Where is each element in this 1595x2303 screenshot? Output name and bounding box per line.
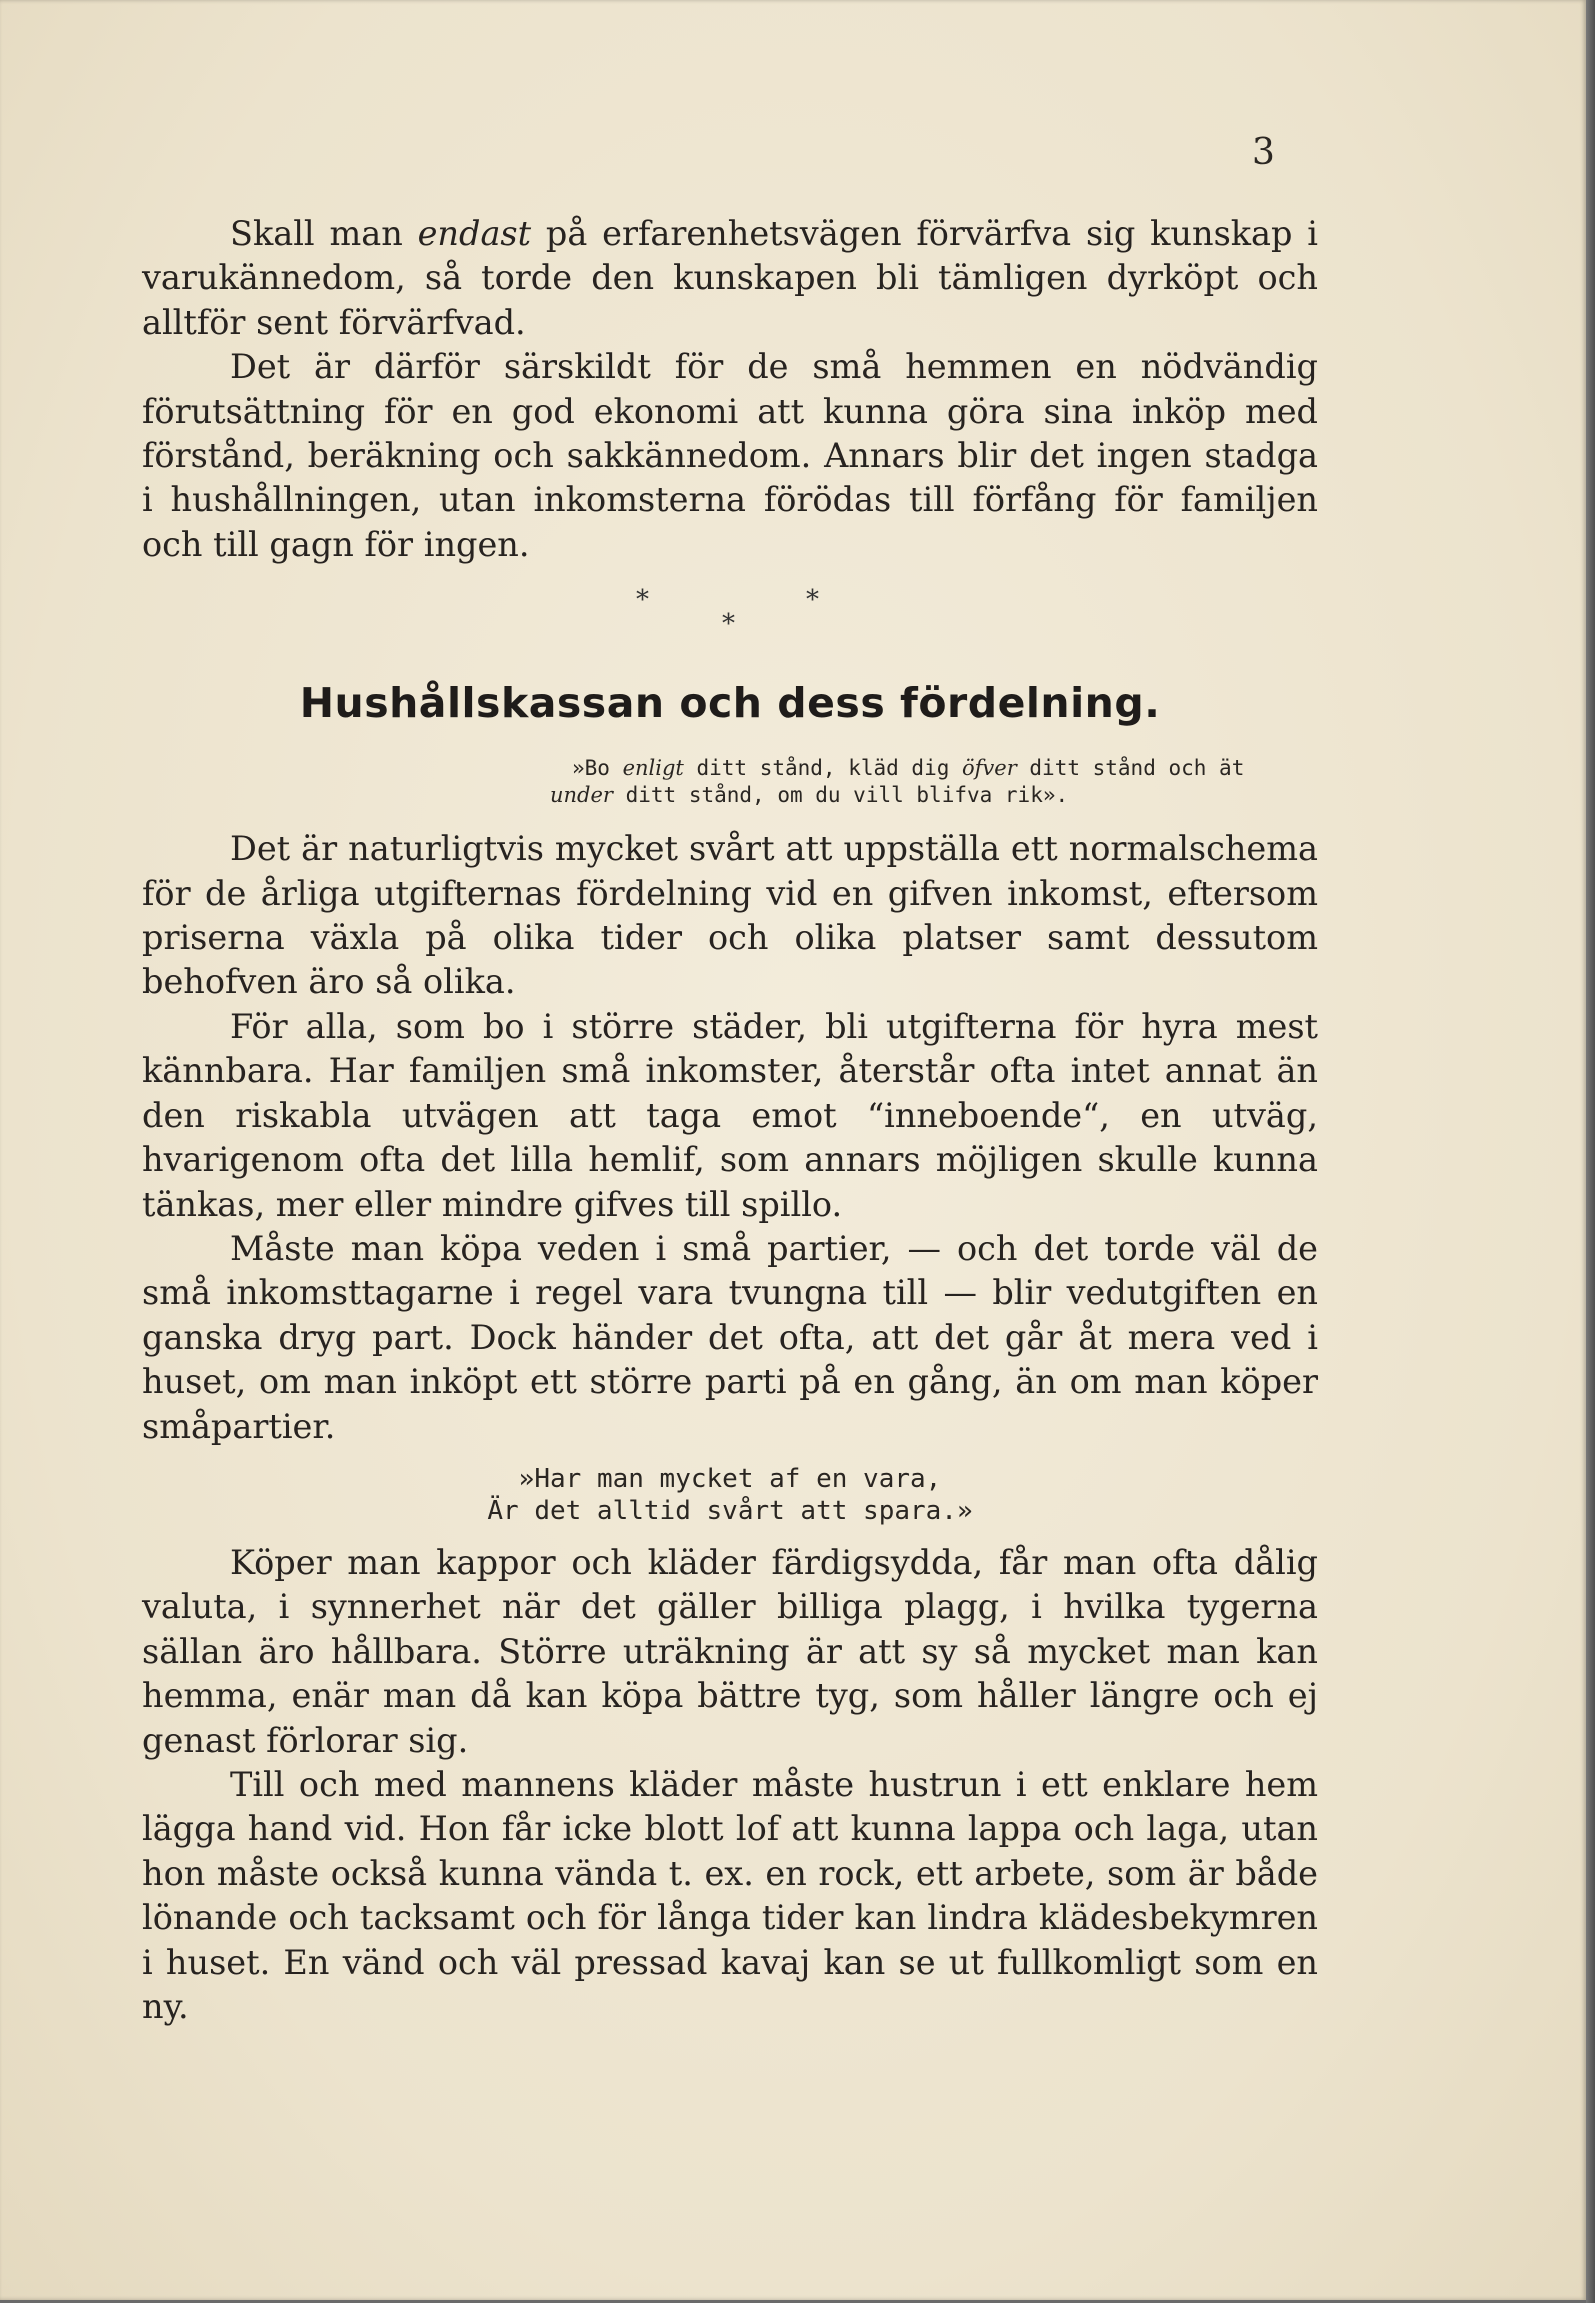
paragraph-7: Till och med mannens kläder måste hustrun i ett enklare hem lägga hand vid. Hon får icke blott lof att kunna lappa och laga, utan hon måste också kunna vända t. ex. en rock, ett arbete, som är både lönande och tacksamt och för långa tider kan lindra klädesbekymren i huset. En vänd och väl pressad kavaj kan se ut fullkomligt som en ny. (142, 1764, 1318, 2026)
section-heading: Hushållskassan och dess fördelning. (299, 679, 1161, 728)
emphasis-endast: endast (417, 214, 532, 253)
paragraph-1 (142, 212, 1318, 345)
epigraph-emphasis: under (550, 783, 613, 808)
asterism-star: * (806, 585, 819, 616)
page-edge (1586, 0, 1595, 2303)
epigraph-text: ditt stånd och ät (1016, 756, 1245, 781)
epigraph-text: »Bo (572, 756, 623, 781)
asterism-star: * (722, 609, 735, 640)
paragraph-1-rest: på erfarenhetsvägen förvärfva sig kunskap i varukännedom, så torde den kunskapen bli tämligen dyrköpt och alltför sent förvärfvad. (142, 214, 1318, 342)
paragraph-4: För alla, som bo i större städer, bli utgifterna för hyra mest kännbara. Har familjen små inkomster, återstår ofta intet annat än den riskabla utvägen att taga emot “inneboende“, en utväg, hvarigenom ofta det lilla hemlif, som annars möjligen skulle kunna tänkas, mer eller mindre gifves till spillo. (142, 1006, 1318, 1224)
epigraph-emphasis: öfver (962, 756, 1017, 781)
body-text (142, 212, 1318, 2029)
epigraph-emphasis: enligt (622, 756, 684, 781)
asterism-divider (142, 567, 1318, 667)
paragraph-6: Köper man kappor och kläder färdigsydda, får man ofta dålig valuta, i synnerhet när det gäller billiga plagg, i hvilka tygerna sällan äro hållbara. Större uträkning är att sy så mycket man kan hemma, enär man då kan köpa bättre tyg, som håller längre och ej genast förlorar sig. (142, 1542, 1318, 1760)
verse-line-2: Är det alltid svårt att spara.» (487, 1495, 973, 1526)
paragraph-3: Det är naturligtvis mycket svårt att uppställa ett normalschema för de årliga utgifternas fördelning vid en gifven inkomst, eftersom priserna växla på olika tider och olika platser samt dessutom behofven äro så olika. (142, 829, 1318, 1002)
epigraph-line-1 (142, 755, 1318, 782)
page-number: 3 (1252, 132, 1275, 173)
epigraph-line-2 (142, 782, 1318, 809)
paragraph-2: Det är därför särskildt för de små hemmen en nödvändig förutsättning för en god ekonomi att kunna göra sina inköp med förstånd, beräkning och sakkännedom. Annars blir det ingen stadga i hushållningen, utan inkomsterna förödas till förfång för familjen och till gagn för ingen. (142, 347, 1318, 564)
verse-quote (142, 1463, 1318, 1527)
epigraph-text: ditt stånd, kläd dig (683, 756, 963, 781)
paragraph-5: Måste man köpa veden i små partier, — och det torde väl de små inkomsttagarne i regel vara tvungna till — blir vedutgiften en ganska dryg part. Dock händer det ofta, att det går åt mera ved i huset, om man inköpt ett större parti på en gång, än om man köper småpartier. (142, 1228, 1318, 1446)
paragraph-1-start: Skall man (230, 214, 418, 253)
epigraph-text: ditt stånd, om du vill blifva rik». (612, 783, 1069, 808)
asterism-star: * (636, 585, 649, 616)
epigraph (142, 755, 1318, 809)
verse-line-1: »Har man mycket af en vara, (518, 1463, 942, 1494)
